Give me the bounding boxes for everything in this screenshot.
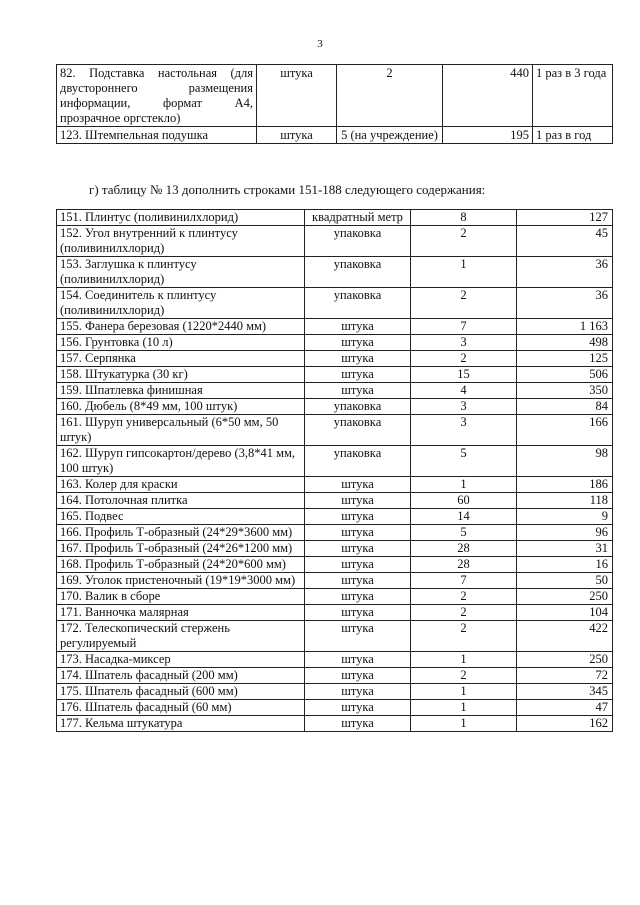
table-row (57, 589, 613, 605)
materials-table (56, 209, 613, 732)
price-cell: 195 (443, 127, 533, 144)
unit-cell: штука (257, 127, 337, 144)
quantity-cell: 1 (411, 477, 517, 493)
table-row (57, 257, 613, 288)
table-row (57, 65, 613, 127)
item-name-cell: 171. Ванночка малярная (57, 605, 305, 621)
item-name-cell: 162. Шуруп гипсокартон/дерево (3,8*41 мм, 100 штук) (57, 446, 305, 477)
price-cell: 36 (517, 257, 613, 288)
item-name-cell: 167. Профиль Т-образный (24*26*1200 мм) (57, 541, 305, 557)
unit-cell: штука (305, 684, 411, 700)
unit-cell: штука (305, 493, 411, 509)
unit-cell: упаковка (305, 399, 411, 415)
price-cell: 9 (517, 509, 613, 525)
quantity-cell: 2 (411, 351, 517, 367)
quantity-cell: 28 (411, 541, 517, 557)
price-cell: 47 (517, 700, 613, 716)
item-name-cell: 172. Телескопический стержень регулируемый (57, 621, 305, 652)
table-row (57, 415, 613, 446)
price-cell: 506 (517, 367, 613, 383)
quantity-cell: 1 (411, 257, 517, 288)
price-cell: 16 (517, 557, 613, 573)
unit-cell: штука (305, 477, 411, 493)
quantity-cell: 3 (411, 399, 517, 415)
unit-cell: квадратный метр (305, 210, 411, 226)
price-cell: 498 (517, 335, 613, 351)
item-name-cell: 82. Подставка настольная (для двустороннего размещения информации, формат А4, прозрачное оргстекло) (57, 65, 257, 127)
item-name-cell: 153. Заглушка к плинтусу (поливинилхлорид) (57, 257, 305, 288)
unit-cell: штука (305, 589, 411, 605)
table-row (57, 509, 613, 525)
unit-cell: штука (305, 716, 411, 732)
unit-cell: штука (305, 525, 411, 541)
item-name-cell: 157. Серпянка (57, 351, 305, 367)
table-row (57, 684, 613, 700)
unit-cell: штука (305, 652, 411, 668)
quantity-cell: 1 (411, 700, 517, 716)
price-cell: 31 (517, 541, 613, 557)
item-name-cell: 159. Шпатлевка финишная (57, 383, 305, 399)
item-name-cell: 175. Шпатель фасадный (600 мм) (57, 684, 305, 700)
unit-cell: штука (305, 509, 411, 525)
price-cell: 98 (517, 446, 613, 477)
price-cell: 125 (517, 351, 613, 367)
price-cell: 104 (517, 605, 613, 621)
quantity-cell: 3 (411, 335, 517, 351)
unit-cell: штука (305, 573, 411, 589)
unit-cell: штука (305, 383, 411, 399)
item-name-cell: 163. Колер для краски (57, 477, 305, 493)
quantity-cell: 8 (411, 210, 517, 226)
quantity-cell: 1 (411, 652, 517, 668)
item-name-cell: 174. Шпатель фасадный (200 мм) (57, 668, 305, 684)
unit-cell: упаковка (305, 446, 411, 477)
quantity-cell: 7 (411, 319, 517, 335)
price-cell: 36 (517, 288, 613, 319)
item-name-cell: 155. Фанера березовая (1220*2440 мм) (57, 319, 305, 335)
price-cell: 1 163 (517, 319, 613, 335)
unit-cell: штука (305, 621, 411, 652)
table-row (57, 127, 613, 144)
item-name-cell: 165. Подвес (57, 509, 305, 525)
quantity-cell: 1 (411, 684, 517, 700)
price-cell: 84 (517, 399, 613, 415)
quantity-cell: 2 (411, 605, 517, 621)
table-row (57, 226, 613, 257)
item-name-cell: 164. Потолочная плитка (57, 493, 305, 509)
item-name-cell: 151. Плинтус (поливинилхлорид) (57, 210, 305, 226)
price-cell: 440 (443, 65, 533, 127)
item-name-cell: 152. Угол внутренний к плинтусу (поливинилхлорид) (57, 226, 305, 257)
table-row (57, 557, 613, 573)
unit-cell: штука (305, 668, 411, 684)
quantity-cell: 14 (411, 509, 517, 525)
item-name-cell: 166. Профиль Т-образный (24*29*3600 мм) (57, 525, 305, 541)
item-name-cell: 173. Насадка-миксер (57, 652, 305, 668)
price-cell: 50 (517, 573, 613, 589)
quantity-cell: 2 (337, 65, 443, 127)
item-name-cell: 160. Дюбель (8*49 мм, 100 штук) (57, 399, 305, 415)
quantity-cell: 1 (411, 716, 517, 732)
table-row (57, 367, 613, 383)
item-name-cell: 154. Соединитель к плинтусу (поливинилхлорид) (57, 288, 305, 319)
price-cell: 166 (517, 415, 613, 446)
table-row (57, 541, 613, 557)
unit-cell: упаковка (305, 226, 411, 257)
quantity-cell: 60 (411, 493, 517, 509)
quantity-cell: 4 (411, 383, 517, 399)
price-cell: 127 (517, 210, 613, 226)
table-row (57, 493, 613, 509)
item-name-cell: 158. Штукатурка (30 кг) (57, 367, 305, 383)
item-name-cell: 156. Грунтовка (10 л) (57, 335, 305, 351)
period-cell: 1 раз в год (533, 127, 613, 144)
unit-cell: штука (305, 541, 411, 557)
table-row (57, 383, 613, 399)
price-cell: 186 (517, 477, 613, 493)
quantity-cell: 2 (411, 288, 517, 319)
table-row (57, 351, 613, 367)
item-name-cell: 161. Шуруп универсальный (6*50 мм, 50 штук) (57, 415, 305, 446)
table-row (57, 605, 613, 621)
price-cell: 72 (517, 668, 613, 684)
unit-cell: штука (305, 605, 411, 621)
quantity-cell: 5 (на учреждение) (337, 127, 443, 144)
table-row (57, 399, 613, 415)
table-row (57, 525, 613, 541)
quantity-cell: 7 (411, 573, 517, 589)
quantity-cell: 5 (411, 525, 517, 541)
table-row (57, 652, 613, 668)
page-number: 3 (317, 38, 323, 50)
table-row (57, 716, 613, 732)
table-row (57, 668, 613, 684)
quantity-cell: 2 (411, 589, 517, 605)
item-name-cell: 168. Профиль Т-образный (24*20*600 мм) (57, 557, 305, 573)
intro-paragraph: г) таблицу № 13 дополнить строками 151-188 следующего содержания: (89, 182, 486, 197)
price-cell: 45 (517, 226, 613, 257)
unit-cell: штука (305, 335, 411, 351)
price-cell: 250 (517, 589, 613, 605)
unit-cell: штука (305, 319, 411, 335)
item-name-cell: 123. Штемпельная подушка (57, 127, 257, 144)
price-cell: 162 (517, 716, 613, 732)
quantity-cell: 3 (411, 415, 517, 446)
quantity-cell: 2 (411, 668, 517, 684)
price-cell: 250 (517, 652, 613, 668)
item-name-cell: 169. Уголок пристеночный (19*19*3000 мм) (57, 573, 305, 589)
table-row (57, 621, 613, 652)
unit-cell: упаковка (305, 415, 411, 446)
unit-cell: штука (305, 557, 411, 573)
unit-cell: упаковка (305, 257, 411, 288)
price-cell: 350 (517, 383, 613, 399)
table-row (57, 319, 613, 335)
unit-cell: упаковка (305, 288, 411, 319)
item-name-cell: 170. Валик в сборе (57, 589, 305, 605)
quantity-cell: 5 (411, 446, 517, 477)
price-cell: 96 (517, 525, 613, 541)
table-row (57, 335, 613, 351)
quantity-cell: 28 (411, 557, 517, 573)
norms-table-continuation (56, 64, 613, 144)
table-row (57, 446, 613, 477)
unit-cell: штука (305, 700, 411, 716)
quantity-cell: 2 (411, 621, 517, 652)
table-row (57, 477, 613, 493)
table-row (57, 700, 613, 716)
price-cell: 118 (517, 493, 613, 509)
price-cell: 345 (517, 684, 613, 700)
unit-cell: штука (257, 65, 337, 127)
price-cell: 422 (517, 621, 613, 652)
item-name-cell: 177. Кельма штукатура (57, 716, 305, 732)
table-row (57, 288, 613, 319)
period-cell: 1 раз в 3 года (533, 65, 613, 127)
unit-cell: штука (305, 351, 411, 367)
quantity-cell: 2 (411, 226, 517, 257)
table-row (57, 573, 613, 589)
table-row (57, 210, 613, 226)
unit-cell: штука (305, 367, 411, 383)
quantity-cell: 15 (411, 367, 517, 383)
item-name-cell: 176. Шпатель фасадный (60 мм) (57, 700, 305, 716)
